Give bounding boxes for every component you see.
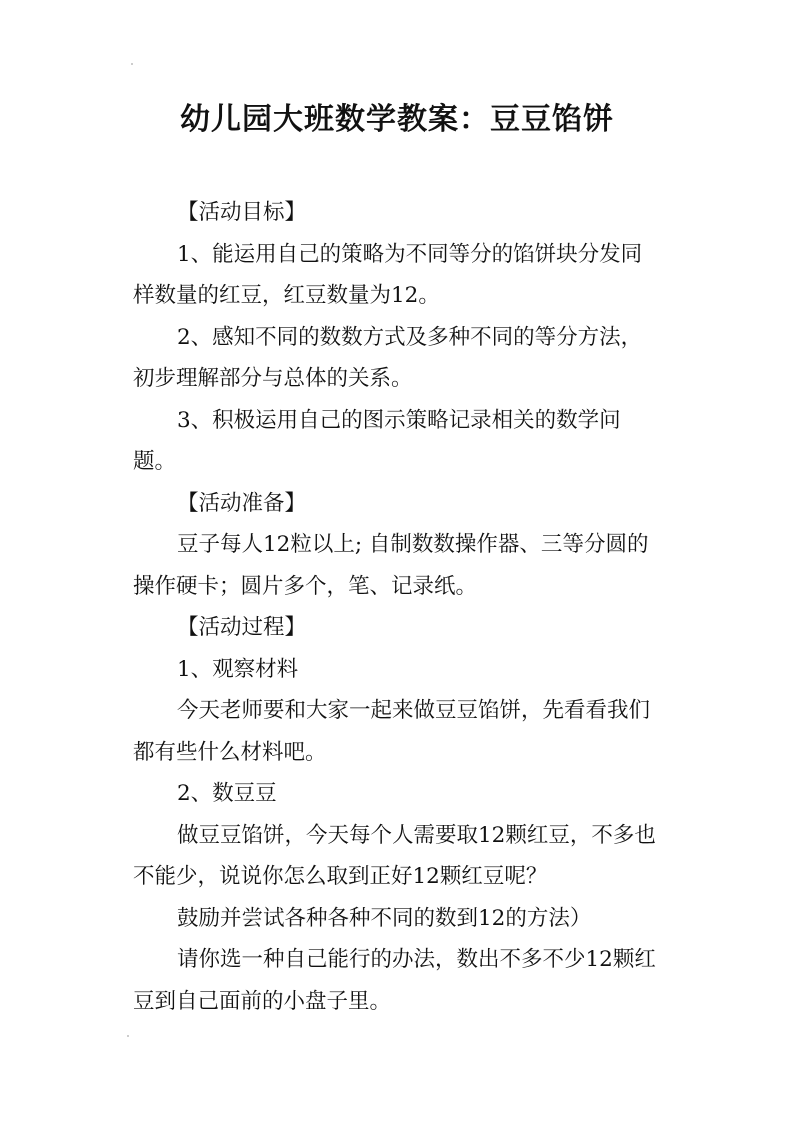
process-step-2-text: 做豆豆馅饼，今天每个人需要取12颗红豆，不多也不能少，说说你怎么取到正好12颗红豆呢？ <box>133 822 656 889</box>
process-step-2-heading: 2、数豆豆 <box>177 781 277 806</box>
process-step-2-instruction: 请你选一种自己能行的办法，数出不多不少12颗红豆到自己面前的小盘子里。 <box>133 947 656 1014</box>
section-heading-objectives: 【活动目标】 <box>177 200 307 225</box>
document-title: 幼儿园大班数学教案：豆豆馅饼 <box>180 102 614 137</box>
section-heading-preparation: 【活动准备】 <box>177 490 307 516</box>
objective-1: 1、能运用自己的策略为不同等分的馅饼块分发同样数量的红豆，红豆数量为12。 <box>133 241 643 308</box>
process-step-1-text: 今天老师要和大家一起来做豆豆馅饼，先看看我们都有些什么材料吧。 <box>133 698 651 765</box>
scan-speck <box>127 1035 129 1037</box>
process-step-2-note: 鼓励并尝试各种各种不同的数到12的方法） <box>177 905 592 931</box>
objective-2: 2、感知不同的数数方式及多种不同的等分方法，初步理解部分与总体的关系。 <box>133 324 643 391</box>
process-step-1-heading: 1、观察材料 <box>177 656 299 682</box>
preparation-text: 豆子每人12粒以上; 自制数数操作器、三等分圆的操作硬卡；圆片多个，笔、记录纸。 <box>133 532 649 599</box>
section-heading-process: 【活动过程】 <box>177 615 307 640</box>
document-body <box>133 192 663 1022</box>
objective-3: 3、积极运用自己的图示策略记录相关的数学问题。 <box>133 407 621 474</box>
scan-speck <box>131 63 133 65</box>
